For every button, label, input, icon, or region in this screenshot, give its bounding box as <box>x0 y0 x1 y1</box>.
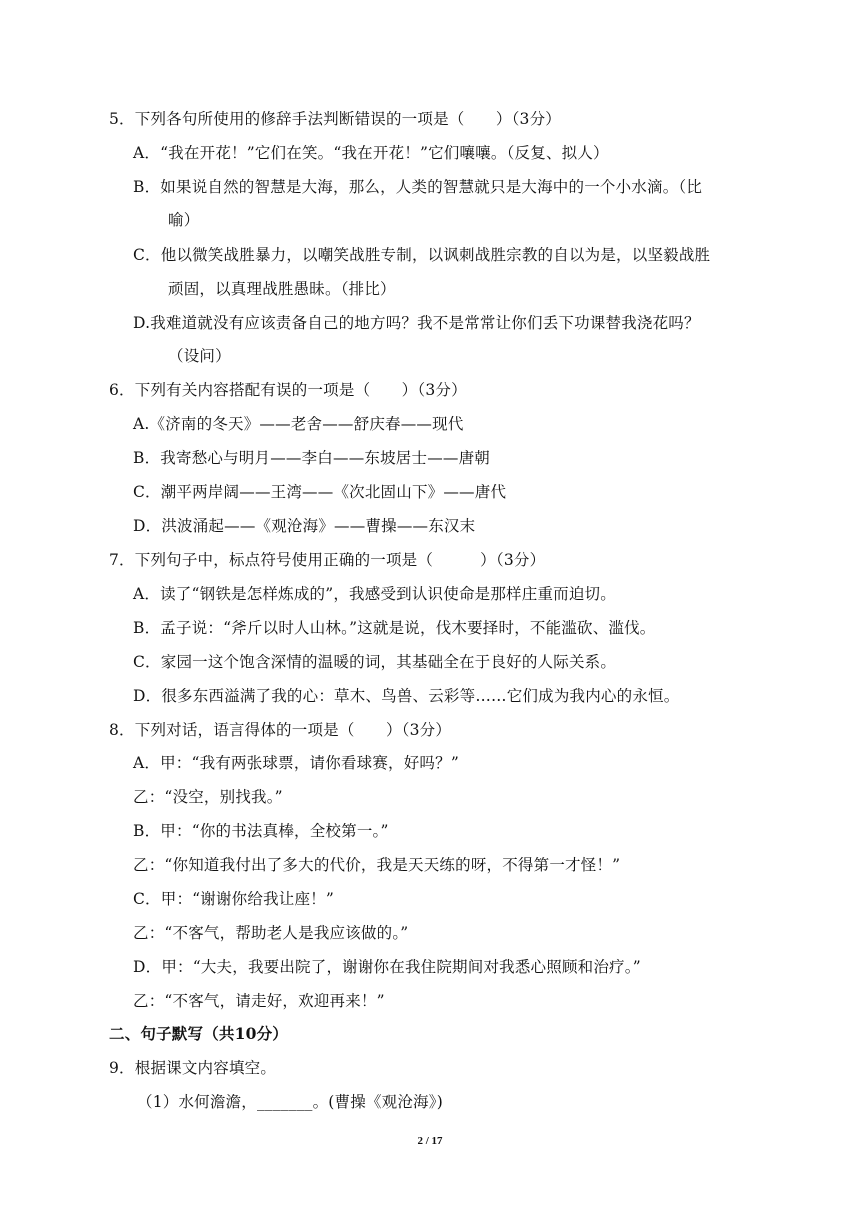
question-5-option-a: A．“我在开花！”它们在笑。“我在开花！”它们嚷嚷。（反复、拟人） <box>133 144 609 162</box>
question-5-option-b-cont: 喻） <box>168 211 200 229</box>
question-9-stem: 9．根据课文内容填空。 <box>109 1059 277 1077</box>
question-5-option-d: D.我难道就没有应该责备自己的地方吗？我不是常常让你们丢下功课替我浇花吗？ <box>133 314 700 332</box>
question-8-option-b-speaker1: B．甲：“你的书法真棒，全校第一。” <box>133 822 389 840</box>
question-5-option-b: B．如果说自然的智慧是大海，那么，人类的智慧就只是大海中的一个小水滴。（比 <box>133 178 703 196</box>
question-6-stem: 6．下列有关内容搭配有误的一项是（ ）（3分） <box>109 381 467 399</box>
question-8-option-c-speaker1: C．甲：“谢谢你给我让座！” <box>133 890 335 908</box>
question-7-stem: 7．下列句子中，标点符号使用正确的一项是（ ）（3分） <box>109 551 546 569</box>
question-8-option-a-speaker1: A．甲：“我有两张球票，请你看球赛，好吗？” <box>133 754 459 772</box>
question-6-option-d: D．洪波涌起——《观沧海》——曹操——东汉末 <box>133 517 476 535</box>
question-5-option-c-cont: 顽固，以真理战胜愚昧。（排比） <box>168 280 396 298</box>
question-8-option-d-speaker1: D．甲：“大夫，我要出院了，谢谢你在我住院期间对我悉心照顾和治疗。” <box>133 958 641 976</box>
question-8-stem: 8．下列对话，语言得体的一项是（ ）（3分） <box>109 721 452 739</box>
question-7-option-d: D．很多东西溢满了我的心：草木、鸟兽、云彩等……它们成为我内心的永恒。 <box>133 687 680 705</box>
question-5-option-d-cont: （设问） <box>168 347 231 365</box>
question-6-option-b: B．我寄愁心与明月——李白——东坡居士——唐朝 <box>133 449 490 467</box>
question-8-option-a-speaker2: 乙：“没空，别找我。” <box>133 788 283 806</box>
question-8-option-c-speaker2: 乙：“不客气，帮助老人是我应该做的。” <box>133 924 409 942</box>
question-7-option-c: C．家园一这个饱含深情的温暖的词，其基础全在于良好的人际关系。 <box>133 653 617 671</box>
question-7-option-a: A．读了“钢铁是怎样炼成的”，我感受到认识使命是那样庄重而迫切。 <box>133 585 616 603</box>
question-6-option-a: A.《济南的冬天》——老舍——舒庆春——现代 <box>133 415 464 433</box>
question-5-stem: 5．下列各句所使用的修辞手法判断错误的一项是（ ）（3分） <box>109 110 561 128</box>
section-heading: 二、句子默写（共10分） <box>109 1024 288 1043</box>
question-7-option-b: B．孟子说：“斧斤以时人山林。”这就是说，伐木要择时，不能滥砍、滥伐。 <box>133 619 656 637</box>
question-5-option-c: C．他以微笑战胜暴力，以嘲笑战胜专制，以讽刺战胜宗教的自以为是，以坚毅战胜 <box>133 246 711 264</box>
question-8-option-b-speaker2: 乙：“你知道我付出了多大的代价，我是天天练的呀，不得第一才怪！” <box>133 856 621 874</box>
question-9-item-1: （1）水何澹澹，_______。(曹操《观沧海》) <box>137 1093 443 1111</box>
page-number: 2 / 17 <box>417 1135 443 1147</box>
question-6-option-c: C．潮平两岸阔——王湾——《次北固山下》——唐代 <box>133 483 507 501</box>
question-8-option-d-speaker2: 乙：“不客气，请走好，欢迎再来！” <box>133 992 385 1010</box>
